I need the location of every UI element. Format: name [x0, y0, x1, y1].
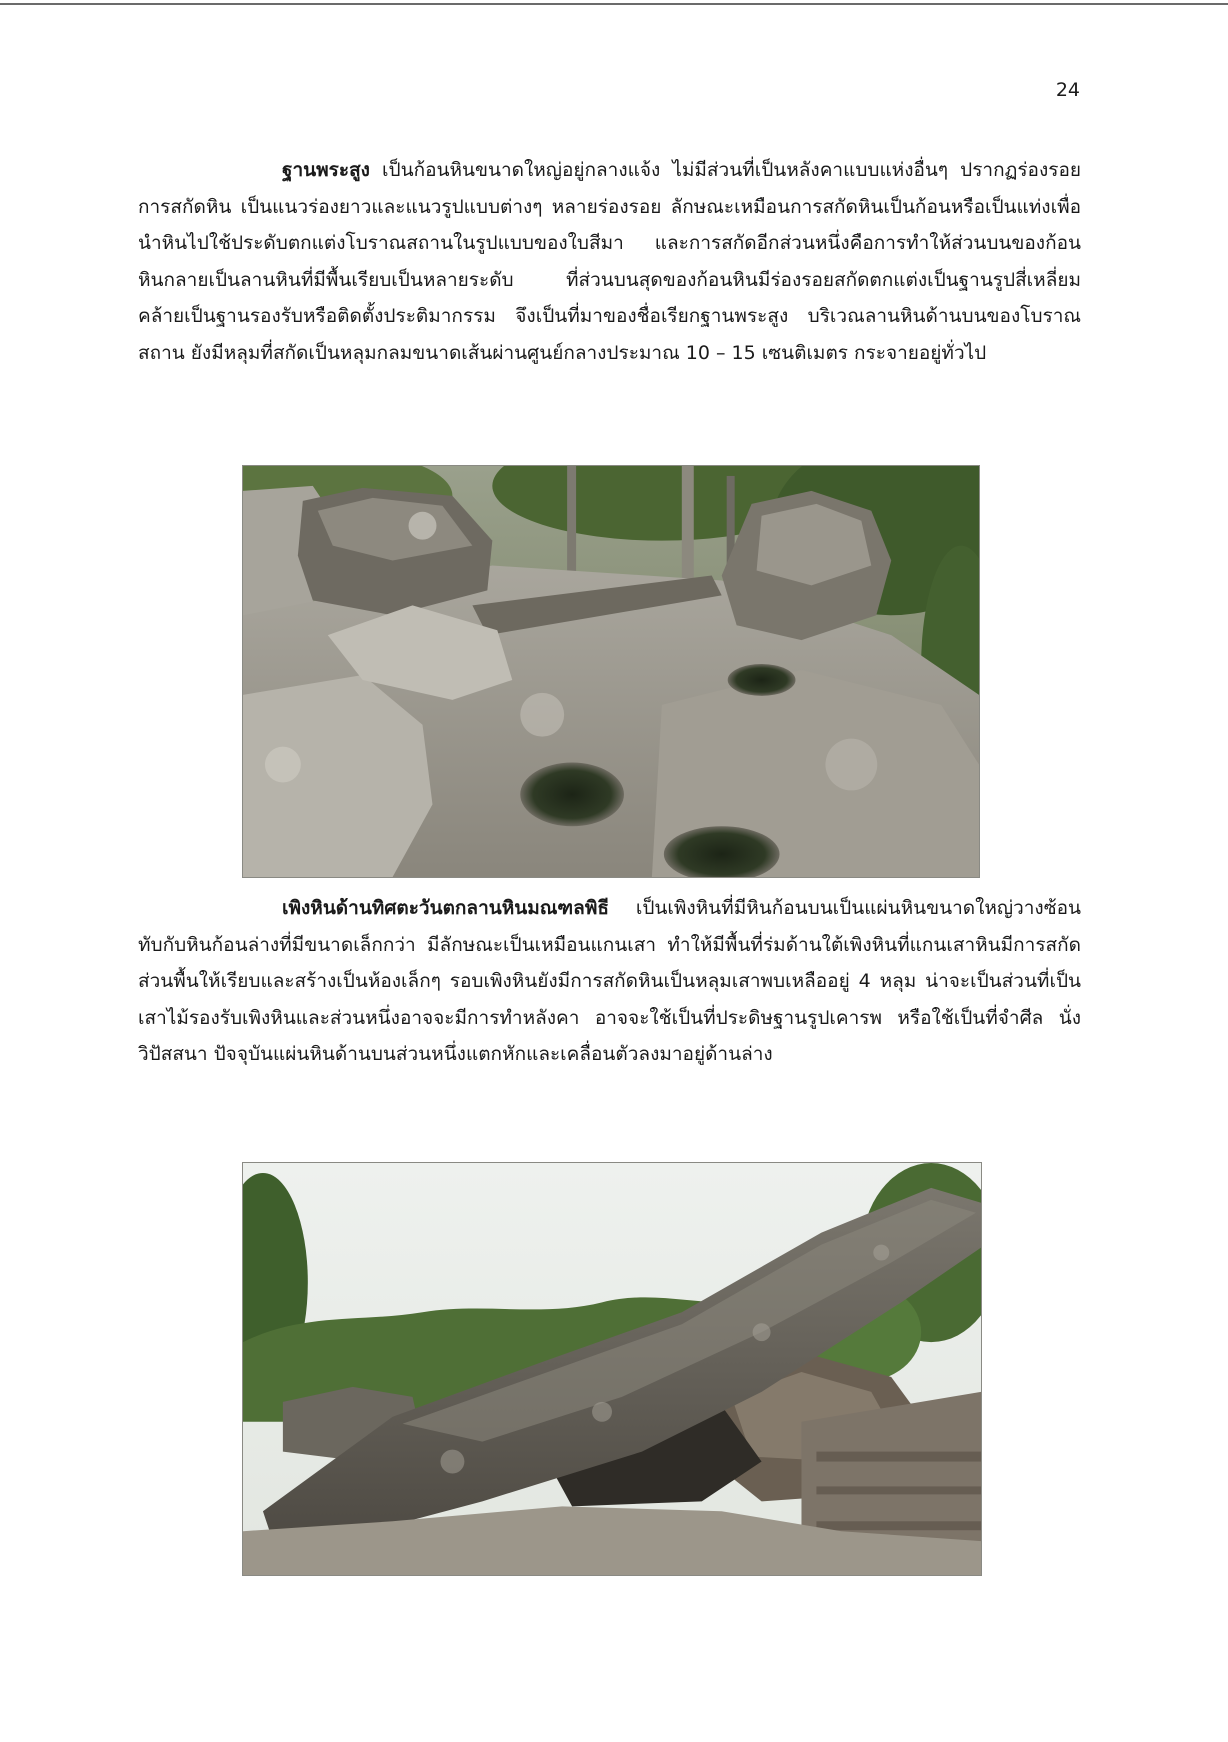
rock-shelter-illustration: [243, 1163, 981, 1575]
paragraph-phra-sung-base: [138, 152, 1081, 371]
page-number: 24: [1055, 79, 1080, 101]
paragraph-western-rock-shelter: [138, 890, 1081, 1073]
paragraph-body: เป็นก้อนหินขนาดใหญ่อยู่กลางแจ้ง ไม่มีส่วนที่เป็นหลังคาแบบแห่งอื่นๆ ปรากฏร่องรอยการสกัดหิน เป็นแนวร่องยาวและแนวรูปแบบต่างๆ หลายร่องรอย ลักษณะเหมือนการสกัดหินเป็นก้อนหรือเป็นแท่งเพื่อนำหินไปใช้ประดับตกแต่งโบราณสถานในรูปแบบของใบสีมา และการสกัดอีกส่วนหนึ่งคือการทำให้ส่วนบนของก้อนหินกลายเป็นลานหินที่มีพื้นเรียบเป็นหลายระดับ ที่ส่วนบนสุดของก้อนหินมีร่องรอยสกัดตกแต่งเป็นฐานรูปสี่เหลี่ยม คล้ายเป็นฐานรองรับหรือติดตั้งประติมากรรม จึงเป็นที่มาของชื่อเรียกฐานพระสูง บริเวณลานหินด้านบนของโบราณสถาน ยังมีหลุมที่สกัดเป็นหลุมกลมขนาดเส้นผ่านศูนย์กลางประมาณ 10 – 15 เซนติเมตร กระจายอยู่ทั่วไป: [138, 159, 1081, 364]
rock-platform-illustration: [243, 466, 979, 877]
paragraph-heading: เพิงหินด้านทิศตะวันตกลานหินมณฑลพิธี: [282, 897, 609, 919]
photo-phra-sung-rock-platform: [242, 465, 980, 878]
paragraph-body: เป็นเพิงหินที่มีหินก้อนบนเป็นแผ่นหินขนาดใหญ่วางซ้อนทับกับหินก้อนล่างที่มีขนาดเล็กกว่า มีลักษณะเป็นเหมือนแกนเสา ทำให้มีพื้นที่ร่มด้านใต้เพิงหินที่แกนเสาหินมีการสกัดส่วนพื้นให้เรียบและสร้างเป็นห้องเล็กๆ รอบเพิงหินยังมีการสกัดหินเป็นหลุมเสาพบเหลืออยู่ 4 หลุม น่าจะเป็นส่วนที่เป็นเสาไม้รองรับเพิงหินและส่วนหนึ่งอาจจะมีการทำหลังคา อาจจะใช้เป็นที่ประดิษฐานรูปเคารพ หรือใช้เป็นที่จำศีล นั่งวิปัสสนา ปัจจุบันแผ่นหินด้านบนส่วนหนึ่งแตกหักและเคลื่อนตัวลงมาอยู่ด้านล่าง: [138, 897, 1081, 1065]
top-rule: [0, 3, 1228, 5]
photo-rock-shelter: [242, 1162, 982, 1576]
paragraph-heading: ฐานพระสูง: [282, 159, 370, 181]
